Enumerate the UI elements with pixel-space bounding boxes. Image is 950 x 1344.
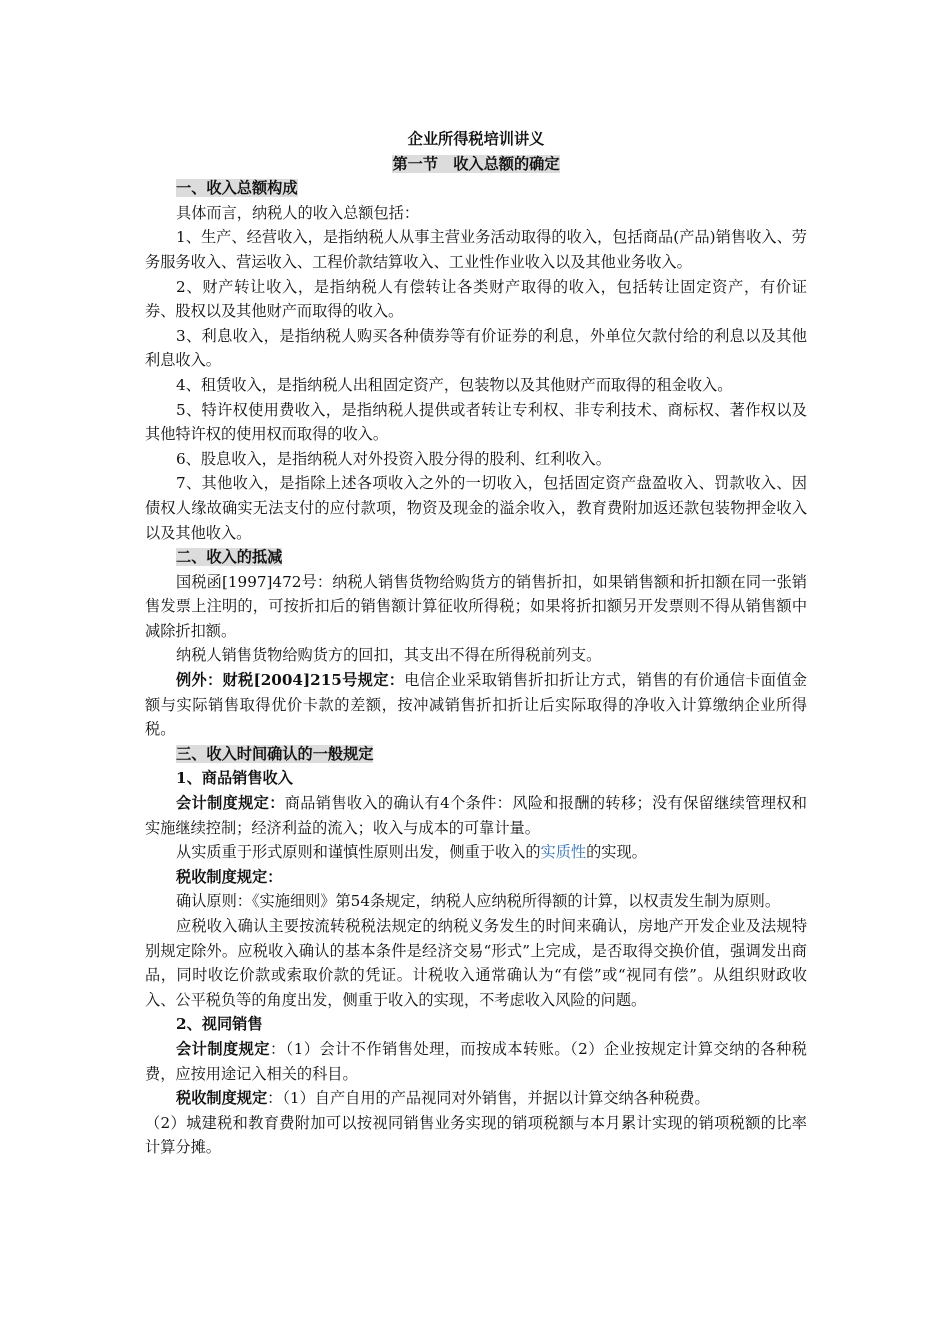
paragraph-2: 2、财产转让收入，是指纳税人有偿转让各类财产取得的收入，包括转让固定资产，有价证券、股权以及其他财产而取得的收入。 [145,277,807,321]
paragraph-4: 4、租赁收入，是指纳税人出租固定资产，包装物以及其他财产而取得的租金收入。 [176,375,733,394]
paragraph-10: 例外：财税[2004]215号规定：电信企业采取销售折扣折让方式，销售的有价通信卡面值金额与实际销售取得优价卡款的差额，按冲减销售折扣折让后实际取得的净收入计算缴纳企业所得税。 [145,671,807,739]
exception-label: 例外：财税[2004]215号规定： [176,671,405,690]
paragraph-14: 确认原则：《实施细则》第54条规定，纳税人应纳税所得额的计算，以权责发生制为原则。 [176,892,781,911]
document-body [145,127,807,1160]
paragraph-12: 从实质重于形式原则和谨慎性原则出发，侧重于收入的实质性的实现。 [176,843,647,862]
paragraph-6: 6、股息收入，是指纳税人对外投资入股分得的股利、红利收入。 [176,449,611,468]
heading-income-deduction: 二、收入的抵减 [176,548,283,567]
paragraph-16: 会计制度规定：（1）会计不作销售处理，而按成本转账。（2）企业按规定计算交纳的各种税费，应按用途记入相关的科目。 [145,1039,807,1083]
paragraph-3: 3、利息收入，是指纳税人购买各种债券等有价证券的利息，外单位欠款付给的利息以及其他利息收入。 [145,326,807,370]
highlighted-term: 实质性 [540,843,587,862]
accounting-rule-label-2: 会计制度规定 [176,1039,270,1058]
paragraph-8: 国税函[1997]472号：纳税人销售货物给购货方的销售折扣，如果销售额和折扣额在同一张销售发票上注明的，可按折扣后的销售额计算征收所得税；如果将折扣额另开发票则不得从销售额中减除折扣额。 [145,572,807,640]
section-heading: 第一节 收入总额的确定 [392,154,560,173]
paragraph-18: （2）城建税和教育费附加可以按视同销售业务实现的销项税额与本月累计实现的销项税额的比率计算分摊。 [145,1113,807,1157]
paragraph-17: 税收制度规定：（1）自产自用的产品视同对外销售，并据以计算交纳各种税费。 [176,1089,710,1108]
paragraph-intro: 具体而言，纳税人的收入总额包括： [176,203,419,222]
paragraph-7: 7、其他收入，是指除上述各项收入之外的一切收入，包括固定资产盘盈收入、罚款收入、因债权人缘故确实无法支付的应付款项，物资及现金的溢余收入，教育费附加返还款包装物押金收入以及其他收入。 [145,474,807,542]
accounting-rule-label: 会计制度规定： [176,794,285,813]
tax-rule-label-2: 税收制度规定 [176,1089,268,1108]
paragraph-5: 5、特许权使用费收入，是指纳税人提供或者转让专利权、非专利技术、商标权、著作权以及其他特许权的使用权而取得的收入。 [145,400,807,444]
paragraph-1: 1、生产、经营收入，是指纳税人从事主营业务活动取得的收入，包括商品(产品)销售收入、劳务服务收入、营运收入、工程价款结算收入、工业性作业收入以及其他业务收入。 [145,228,807,271]
paragraph-9: 纳税人销售货物给购货方的回扣，其支出不得在所得税前列支。 [176,646,602,665]
subheading-goods-sales: 1、商品销售收入 [176,769,293,788]
paragraph-11: 会计制度规定：商品销售收入的确认有4个条件：风险和报酬的转移；没有保留继续管理权和实施继续控制；经济利益的流入；收入与成本的可靠计量。 [145,794,807,837]
subheading-deemed-sales: 2、视同销售 [176,1015,263,1034]
document-title: 企业所得税培训讲义 [407,130,545,148]
paragraph-15: 应税收入确认主要按流转税税法规定的纳税义务发生的时间来确认，房地产开发企业及法规特别规定除外。应税收入确认的基本条件是经济交易“形式”上完成，是否取得交换价值，强调发出商品，同时收讫价款或索取价款的凭证。计税收入通常确认为“有偿”或“视同有偿”。从组织财政收入、公平税负等的角度出发，侧重于收入的实现，不考虑收入风险的问题。 [145,917,807,1009]
heading-income-composition: 一、收入总额构成 [176,179,298,198]
heading-income-timing: 三、收入时间确认的一般规定 [176,744,374,763]
tax-rule-label: 税收制度规定： [176,867,283,886]
